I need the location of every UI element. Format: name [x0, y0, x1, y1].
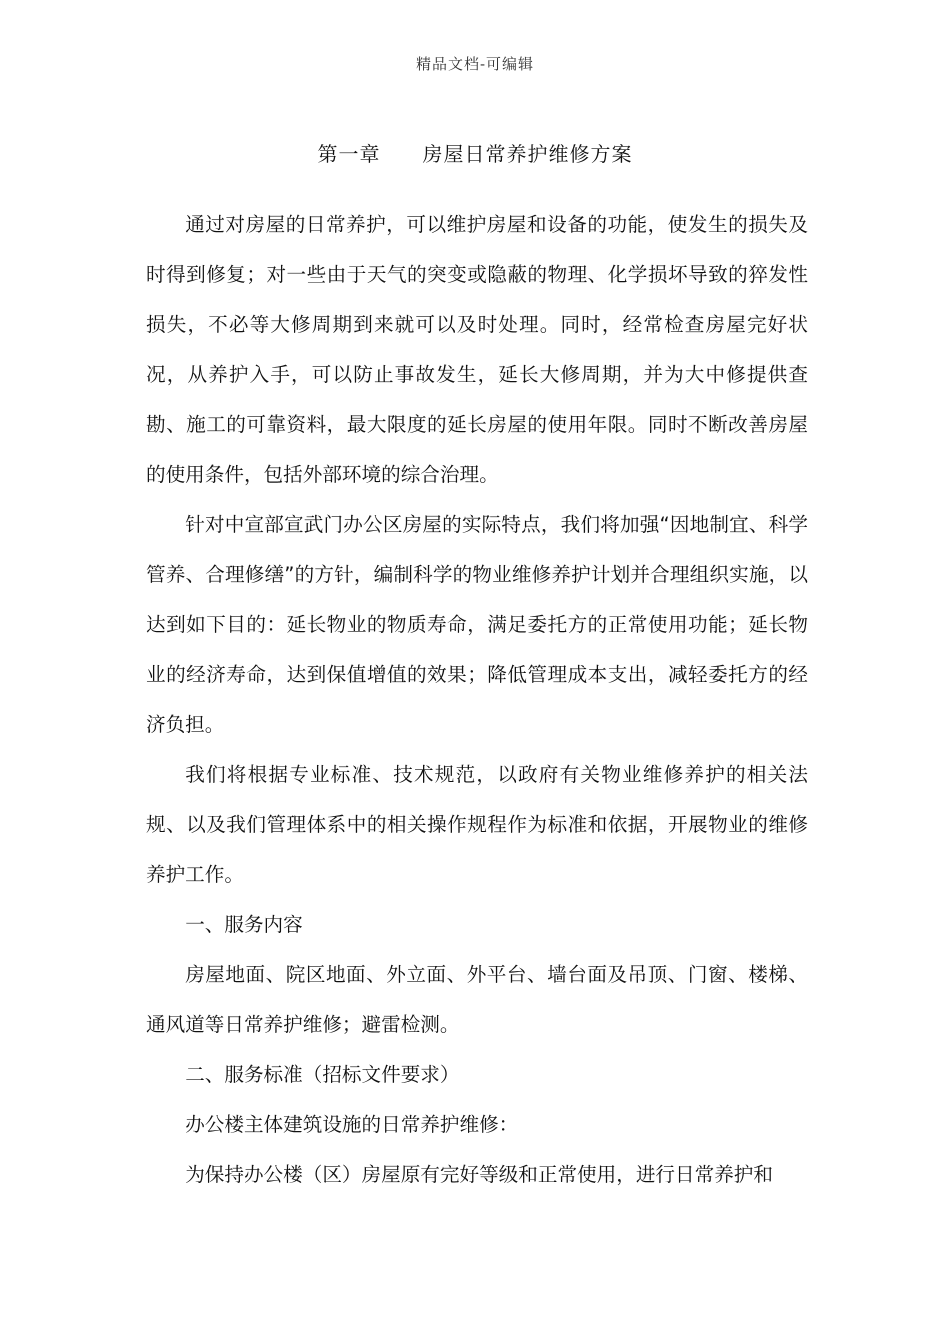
document-body [146, 200, 808, 1200]
paragraph-goals: 针对中宣部宣武门办公区房屋的实际特点，我们将加强“因地制宜、科学管养、合理修缮”的方针，编制科学的物业维修养护计划并合理组织实施，以达到如下目的：延长物业的物质寿命，满足委托方的正常使用功能；延长物业的经济寿命，达到保值增值的效果；降低管理成本支出，减轻委托方的经济负担。 [146, 513, 808, 736]
chapter-name: 房屋日常养护维修方案 [422, 142, 633, 166]
chapter-number: 第一章 [317, 142, 381, 166]
page-header: 精品文档-可编辑 [415, 55, 535, 73]
chapter-title [0, 138, 950, 167]
paragraph-basis: 我们将根据专业标准、技术规范，以政府有关物业维修养护的相关法规、以及我们管理体系中的相关操作规程作为标准和依据，开展物业的维修养护工作。 [146, 763, 808, 886]
paragraph-service-content: 房屋地面、院区地面、外立面、外平台、墙台面及吊顶、门窗、楼梯、通风道等日常养护维修；避雷检测。 [146, 963, 808, 1036]
section-heading-service-standard: 二、服务标准（招标文件要求） [185, 1063, 460, 1086]
section-heading-service-content: 一、服务内容 [185, 913, 303, 936]
paragraph-maintenance-start: 为保持办公楼（区）房屋原有完好等级和正常使用，进行日常养护和 [185, 1163, 773, 1186]
paragraph-intro: 通过对房屋的日常养护，可以维护房屋和设备的功能，使发生的损失及时得到修复；对一些由于天气的突变或隐蔽的物理、化学损坏导致的猝发性损失，不必等大修周期到来就可以及时处理。同时，经常检查房屋完好状况，从养护入手，可以防止事故发生，延长大修周期，并为大中修提供查勘、施工的可靠资料，最大限度的延长房屋的使用年限。同时不断改善房屋的使用条件，包括外部环境的综合治理。 [146, 213, 808, 486]
paragraph-maintenance-heading: 办公楼主体建筑设施的日常养护维修： [185, 1113, 519, 1136]
